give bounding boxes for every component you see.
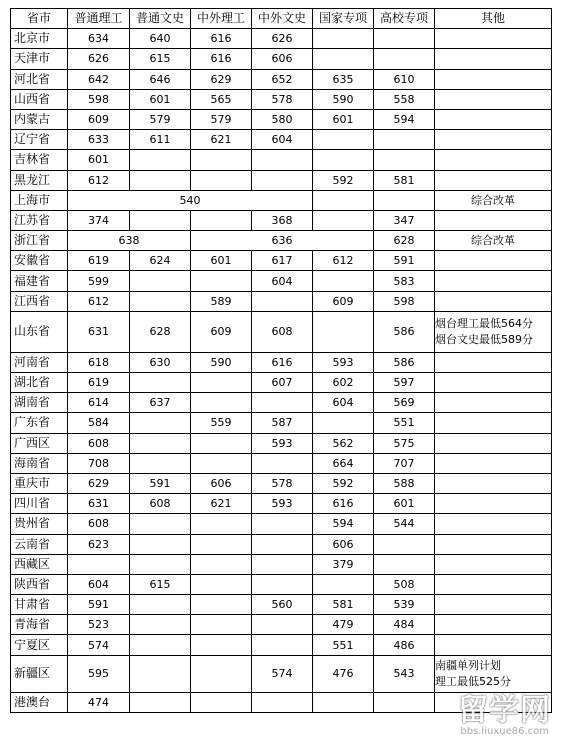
other-note-cell xyxy=(435,554,552,574)
score-cell: 608 xyxy=(68,433,130,453)
score-cell xyxy=(252,615,313,635)
score-cell xyxy=(130,534,191,554)
score-cell: 599 xyxy=(68,271,130,291)
score-cell: 591 xyxy=(130,473,191,493)
score-cell: 604 xyxy=(313,393,374,413)
score-cell: 508 xyxy=(374,574,435,594)
score-cell xyxy=(130,433,191,453)
score-cell xyxy=(191,210,252,230)
province-cell: 云南省 xyxy=(11,534,68,554)
province-cell: 湖北省 xyxy=(11,373,68,393)
score-cell: 609 xyxy=(68,109,130,129)
province-cell: 四川省 xyxy=(11,494,68,514)
table-row xyxy=(11,291,552,311)
score-cell xyxy=(191,615,252,635)
table-row xyxy=(11,210,552,230)
province-cell: 宁夏区 xyxy=(11,635,68,655)
score-cell: 637 xyxy=(130,393,191,413)
province-cell: 湖南省 xyxy=(11,393,68,413)
table-row xyxy=(11,554,552,574)
table-row xyxy=(11,109,552,129)
score-cell: 623 xyxy=(68,534,130,554)
score-cell: 590 xyxy=(191,352,252,372)
score-cell: 629 xyxy=(191,69,252,89)
score-cell: 630 xyxy=(130,352,191,372)
score-cell xyxy=(252,291,313,311)
score-cell: 626 xyxy=(68,49,130,69)
province-cell: 上海市 xyxy=(11,190,68,210)
province-cell: 吉林省 xyxy=(11,150,68,170)
score-cell: 589 xyxy=(191,291,252,311)
score-cell xyxy=(130,655,191,692)
score-cell: 598 xyxy=(68,89,130,109)
other-note-cell xyxy=(435,373,552,393)
score-cell xyxy=(374,150,435,170)
score-cell xyxy=(191,433,252,453)
score-cell: 544 xyxy=(374,514,435,534)
score-cell: 558 xyxy=(374,89,435,109)
score-cell xyxy=(313,692,374,712)
other-note-cell: 综合改革 xyxy=(435,231,552,251)
other-note-cell xyxy=(435,150,552,170)
score-cell: 604 xyxy=(68,574,130,594)
score-cell: 708 xyxy=(68,453,130,473)
score-cell: 565 xyxy=(191,89,252,109)
province-cell: 河北省 xyxy=(11,69,68,89)
other-note-cell xyxy=(435,210,552,230)
province-cell: 浙江省 xyxy=(11,231,68,251)
score-cell xyxy=(130,150,191,170)
score-cell: 486 xyxy=(374,635,435,655)
province-cell: 河南省 xyxy=(11,352,68,372)
score-cell: 583 xyxy=(374,271,435,291)
score-cell: 601 xyxy=(191,251,252,271)
other-note-cell xyxy=(435,251,552,271)
province-cell: 贵州省 xyxy=(11,514,68,534)
table-row xyxy=(11,393,552,413)
score-cell: 614 xyxy=(68,393,130,413)
score-cell: 612 xyxy=(68,170,130,190)
province-cell: 辽宁省 xyxy=(11,130,68,150)
score-cell: 626 xyxy=(252,29,313,49)
score-cell: 580 xyxy=(252,109,313,129)
score-cell: 479 xyxy=(313,615,374,635)
table-row xyxy=(11,170,552,190)
score-cell xyxy=(130,514,191,534)
table-row xyxy=(11,69,552,89)
table-row xyxy=(11,433,552,453)
province-cell: 黑龙江 xyxy=(11,170,68,190)
score-cell: 608 xyxy=(130,494,191,514)
score-cell: 604 xyxy=(252,271,313,291)
table-row xyxy=(11,453,552,473)
score-cell: 602 xyxy=(313,373,374,393)
other-note-cell xyxy=(435,271,552,291)
province-cell: 青海省 xyxy=(11,615,68,635)
score-cell: 579 xyxy=(191,109,252,129)
score-cell xyxy=(313,574,374,594)
score-cell: 560 xyxy=(252,595,313,615)
score-cell: 707 xyxy=(374,453,435,473)
score-cell xyxy=(374,49,435,69)
province-cell: 广东省 xyxy=(11,413,68,433)
other-note-cell xyxy=(435,109,552,129)
score-cell: 615 xyxy=(130,49,191,69)
score-cell: 588 xyxy=(374,473,435,493)
other-note-cell xyxy=(435,413,552,433)
header-guojia-zhuanxiang: 国家专项 xyxy=(313,9,374,29)
table-row xyxy=(11,635,552,655)
score-cell xyxy=(68,554,130,574)
table-row xyxy=(11,413,552,433)
score-cell xyxy=(130,170,191,190)
score-cell: 584 xyxy=(68,413,130,433)
header-putong-wenshi: 普通文史 xyxy=(130,9,191,29)
merged-wenshi-cell: 636 xyxy=(191,231,374,251)
score-cell xyxy=(130,271,191,291)
score-cell: 598 xyxy=(374,291,435,311)
province-cell: 山西省 xyxy=(11,89,68,109)
score-cell: 601 xyxy=(374,494,435,514)
score-cell: 616 xyxy=(313,494,374,514)
province-cell: 北京市 xyxy=(11,29,68,49)
score-cell xyxy=(191,453,252,473)
score-cell xyxy=(252,534,313,554)
score-cell xyxy=(252,574,313,594)
other-note-cell xyxy=(435,130,552,150)
score-cell: 593 xyxy=(252,433,313,453)
other-note-cell xyxy=(435,49,552,69)
score-cell xyxy=(191,655,252,692)
score-cell xyxy=(130,210,191,230)
other-note-cell xyxy=(435,29,552,49)
score-cell: 347 xyxy=(374,210,435,230)
header-gaoxiao-zhuanxiang: 高校专项 xyxy=(374,9,435,29)
score-cell: 609 xyxy=(313,291,374,311)
score-cell: 635 xyxy=(313,69,374,89)
header-putong-ligong: 普通理工 xyxy=(68,9,130,29)
score-cell: 640 xyxy=(130,29,191,49)
score-cell: 562 xyxy=(313,433,374,453)
score-cell: 592 xyxy=(313,170,374,190)
score-cell: 619 xyxy=(68,373,130,393)
other-note-cell xyxy=(435,170,552,190)
score-cell: 574 xyxy=(68,635,130,655)
score-cell xyxy=(130,373,191,393)
header-zhongwai-wenshi: 中外文史 xyxy=(252,9,313,29)
score-cell: 608 xyxy=(252,311,313,352)
score-cell: 628 xyxy=(130,311,191,352)
score-cell: 621 xyxy=(191,494,252,514)
score-cell xyxy=(374,130,435,150)
table-row xyxy=(11,89,552,109)
province-cell: 西藏区 xyxy=(11,554,68,574)
score-cell xyxy=(130,413,191,433)
province-cell: 陕西省 xyxy=(11,574,68,594)
score-cell: 569 xyxy=(374,393,435,413)
score-cell: 543 xyxy=(374,655,435,692)
table-row xyxy=(11,271,552,291)
table-row xyxy=(11,574,552,594)
score-cell: 611 xyxy=(130,130,191,150)
score-cell: 592 xyxy=(313,473,374,493)
score-cell: 633 xyxy=(68,130,130,150)
table-row xyxy=(11,150,552,170)
score-cell: 646 xyxy=(130,69,191,89)
table-row xyxy=(11,311,552,352)
province-cell: 江西省 xyxy=(11,291,68,311)
score-cell xyxy=(313,271,374,291)
score-cell: 612 xyxy=(68,291,130,311)
score-cell: 474 xyxy=(68,692,130,712)
score-table xyxy=(10,8,552,713)
province-cell: 甘肃省 xyxy=(11,595,68,615)
score-cell: 595 xyxy=(68,655,130,692)
score-cell xyxy=(252,150,313,170)
table-row xyxy=(11,231,552,251)
header-province: 省市 xyxy=(11,9,68,29)
score-cell xyxy=(191,534,252,554)
other-note-cell xyxy=(435,89,552,109)
score-cell xyxy=(191,150,252,170)
table-row xyxy=(11,615,552,635)
score-cell: 610 xyxy=(374,69,435,89)
score-cell: 587 xyxy=(252,413,313,433)
score-cell: 551 xyxy=(374,413,435,433)
score-cell: 581 xyxy=(374,170,435,190)
score-cell: 621 xyxy=(191,130,252,150)
score-cell xyxy=(130,615,191,635)
other-note-cell xyxy=(435,291,552,311)
score-cell xyxy=(313,190,374,210)
table-row xyxy=(11,352,552,372)
score-cell: 618 xyxy=(68,352,130,372)
score-cell xyxy=(252,554,313,574)
score-cell xyxy=(313,311,374,352)
score-cell: 581 xyxy=(313,595,374,615)
score-cell xyxy=(252,514,313,534)
score-cell: 551 xyxy=(313,635,374,655)
score-cell xyxy=(191,554,252,574)
other-note-line: 烟台文史最低589分 xyxy=(435,332,533,346)
other-note-cell: 综合改革 xyxy=(435,190,552,210)
score-cell: 578 xyxy=(252,473,313,493)
score-cell xyxy=(313,49,374,69)
table-row xyxy=(11,514,552,534)
score-cell xyxy=(191,514,252,534)
score-cell: 606 xyxy=(191,473,252,493)
score-cell: 612 xyxy=(313,251,374,271)
other-note-cell xyxy=(435,311,552,352)
score-cell xyxy=(252,635,313,655)
other-note-cell xyxy=(435,433,552,453)
score-cell: 523 xyxy=(68,615,130,635)
score-cell: 616 xyxy=(252,352,313,372)
other-note-cell xyxy=(435,352,552,372)
header-zhongwai-ligong: 中外理工 xyxy=(191,9,252,29)
score-cell: 593 xyxy=(252,494,313,514)
score-cell xyxy=(191,373,252,393)
province-cell: 新疆区 xyxy=(11,655,68,692)
other-note-cell xyxy=(435,534,552,554)
province-cell: 海南省 xyxy=(11,453,68,473)
score-cell: 578 xyxy=(252,89,313,109)
score-cell: 617 xyxy=(252,251,313,271)
score-cell xyxy=(374,534,435,554)
other-note-cell xyxy=(435,494,552,514)
score-cell: 597 xyxy=(374,373,435,393)
header-other: 其他 xyxy=(435,9,552,29)
other-note-cell xyxy=(435,453,552,473)
other-note-cell xyxy=(435,514,552,534)
score-cell: 574 xyxy=(252,655,313,692)
score-cell: 619 xyxy=(68,251,130,271)
score-cell: 608 xyxy=(68,514,130,534)
score-cell xyxy=(313,130,374,150)
score-cell: 629 xyxy=(68,473,130,493)
score-cell: 652 xyxy=(252,69,313,89)
province-cell: 广西区 xyxy=(11,433,68,453)
score-cell: 601 xyxy=(313,109,374,129)
score-cell xyxy=(313,150,374,170)
table-body xyxy=(11,29,552,713)
other-note-cell xyxy=(435,595,552,615)
score-cell: 624 xyxy=(130,251,191,271)
score-cell: 604 xyxy=(252,130,313,150)
score-cell xyxy=(374,554,435,574)
score-cell xyxy=(191,692,252,712)
score-cell xyxy=(374,190,435,210)
score-cell xyxy=(313,413,374,433)
merged-ligong-cell: 638 xyxy=(68,231,191,251)
score-cell: 579 xyxy=(130,109,191,129)
other-note-cell xyxy=(435,615,552,635)
score-cell: 628 xyxy=(374,231,435,251)
score-cell: 664 xyxy=(313,453,374,473)
table-row xyxy=(11,251,552,271)
table-row xyxy=(11,29,552,49)
score-cell xyxy=(313,210,374,230)
table-row xyxy=(11,190,552,210)
score-cell: 601 xyxy=(68,150,130,170)
watermark xyxy=(411,685,561,737)
score-cell: 591 xyxy=(374,251,435,271)
score-cell: 476 xyxy=(313,655,374,692)
province-cell: 福建省 xyxy=(11,271,68,291)
score-cell: 368 xyxy=(252,210,313,230)
score-cell xyxy=(130,291,191,311)
score-cell: 575 xyxy=(374,433,435,453)
score-cell xyxy=(313,29,374,49)
table-row xyxy=(11,373,552,393)
other-note-cell xyxy=(435,393,552,413)
score-cell: 606 xyxy=(313,534,374,554)
score-cell: 594 xyxy=(313,514,374,534)
province-cell: 安徽省 xyxy=(11,251,68,271)
score-cell xyxy=(374,29,435,49)
score-cell: 374 xyxy=(68,210,130,230)
score-cell xyxy=(191,393,252,413)
score-cell: 559 xyxy=(191,413,252,433)
score-cell: 606 xyxy=(252,49,313,69)
score-cell xyxy=(130,453,191,473)
other-note-cell xyxy=(435,69,552,89)
score-cell xyxy=(191,635,252,655)
score-cell xyxy=(130,692,191,712)
score-cell: 594 xyxy=(374,109,435,129)
score-cell: 601 xyxy=(130,89,191,109)
other-note-line: 南疆单列计划 xyxy=(435,658,501,672)
province-cell: 港澳台 xyxy=(11,692,68,712)
province-cell: 江苏省 xyxy=(11,210,68,230)
score-cell: 642 xyxy=(68,69,130,89)
score-cell xyxy=(252,170,313,190)
merged-score-cell: 540 xyxy=(68,190,313,210)
score-cell xyxy=(191,595,252,615)
table-row xyxy=(11,534,552,554)
score-cell xyxy=(130,595,191,615)
score-cell xyxy=(191,271,252,291)
score-cell: 616 xyxy=(191,49,252,69)
province-cell: 山东省 xyxy=(11,311,68,352)
score-cell: 591 xyxy=(68,595,130,615)
score-cell xyxy=(252,453,313,473)
province-cell: 重庆市 xyxy=(11,473,68,493)
table-row xyxy=(11,494,552,514)
other-note-line: 理工最低525分 xyxy=(435,674,511,688)
province-cell: 内蒙古 xyxy=(11,109,68,129)
score-cell: 586 xyxy=(374,352,435,372)
header-row xyxy=(11,9,552,29)
score-cell: 631 xyxy=(68,311,130,352)
score-cell: 609 xyxy=(191,311,252,352)
table-row xyxy=(11,49,552,69)
other-note-cell xyxy=(435,635,552,655)
score-cell: 484 xyxy=(374,615,435,635)
score-cell: 590 xyxy=(313,89,374,109)
score-cell: 615 xyxy=(130,574,191,594)
score-cell: 616 xyxy=(191,29,252,49)
watermark-url: bbs.liuxue86.com xyxy=(460,726,549,737)
province-cell: 天津市 xyxy=(11,49,68,69)
score-cell xyxy=(252,692,313,712)
score-cell: 586 xyxy=(374,311,435,352)
watermark-logo: 留学网 xyxy=(458,693,551,728)
score-cell: 379 xyxy=(313,554,374,574)
score-cell: 539 xyxy=(374,595,435,615)
table-row xyxy=(11,473,552,493)
score-cell xyxy=(191,170,252,190)
score-cell: 593 xyxy=(313,352,374,372)
table-row xyxy=(11,130,552,150)
score-cell xyxy=(130,554,191,574)
score-cell xyxy=(252,393,313,413)
score-cell xyxy=(191,574,252,594)
table-row xyxy=(11,595,552,615)
other-note-cell xyxy=(435,473,552,493)
score-cell: 607 xyxy=(252,373,313,393)
score-cell: 631 xyxy=(68,494,130,514)
other-note-cell xyxy=(435,574,552,594)
other-note-line: 烟台理工最低564分 xyxy=(435,316,533,330)
score-cell: 634 xyxy=(68,29,130,49)
score-cell xyxy=(130,635,191,655)
